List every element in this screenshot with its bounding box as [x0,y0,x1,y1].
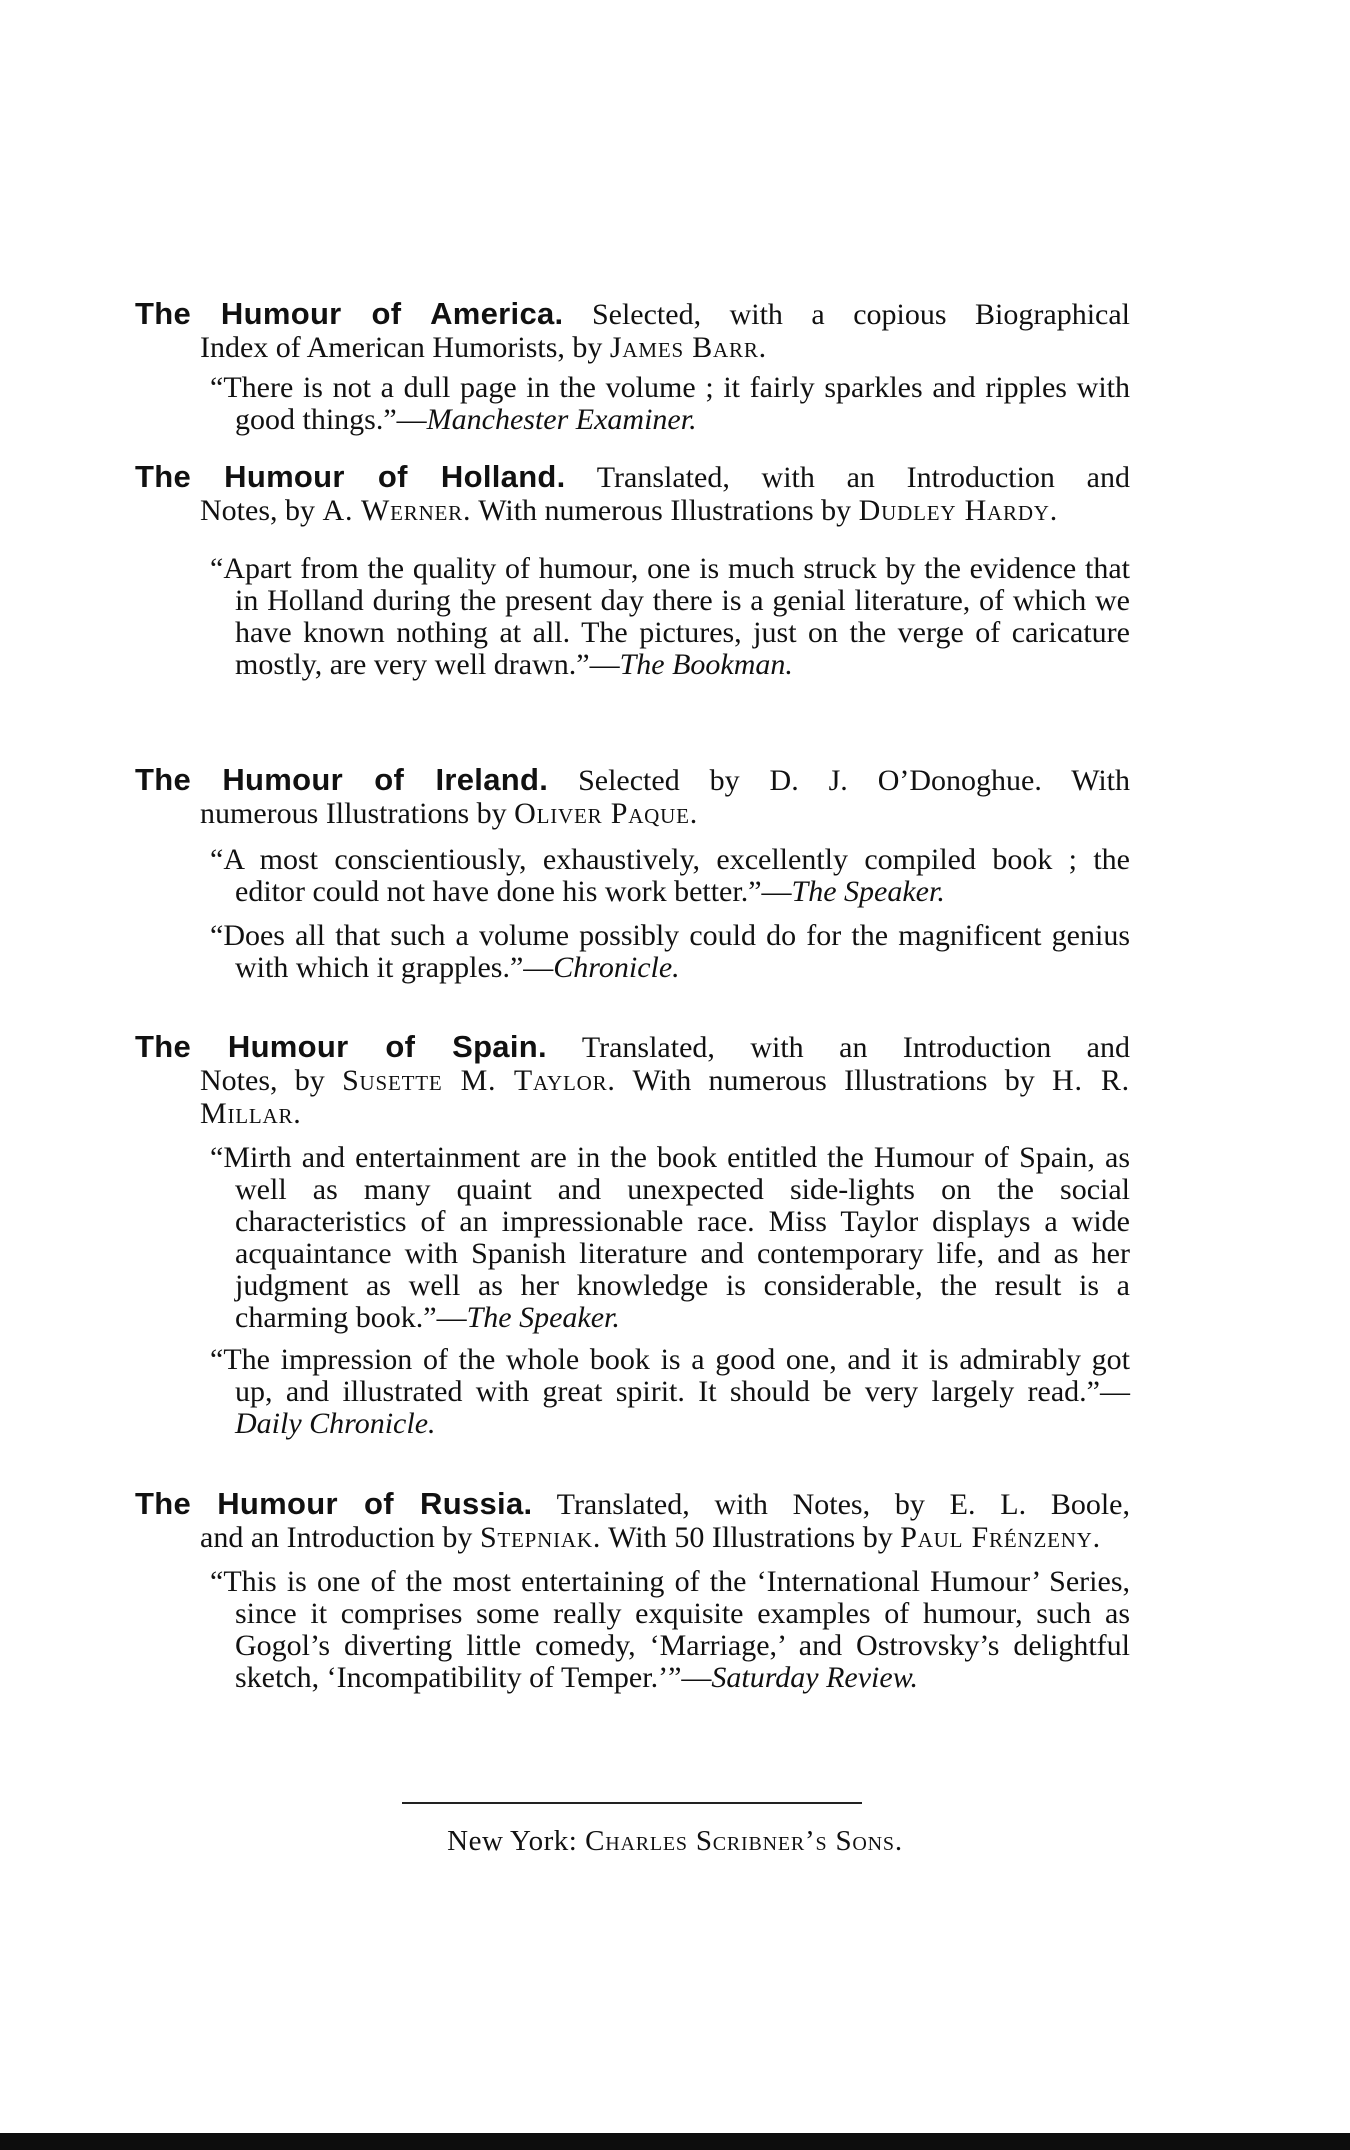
review-source: Manchester Examiner. [426,403,697,436]
book-credits: Notes, by Susette M. Taylor. With numerous Illustrations by H. R. Millar. [200,1064,1130,1130]
entry-holland [135,460,1130,681]
book-title: The Humour of Spain. [135,1029,547,1064]
review-quote: “The impression of the whole book is a good one, and it is admirably got up, and illustrated with great spirit. It should be very largely read.”—Daily Chronicle. [210,1343,1130,1440]
review-source: Chronicle. [553,951,680,984]
author-name: Susette M. Taylor. [342,1064,616,1097]
imprint-place: New York: [447,1825,586,1857]
review-quote: “A most conscientiously, exhaustively, excellently compiled book ; the editor could not have done his work better.”—The Speaker. [210,843,1130,908]
imprint-publisher: Charles Scribner’s Sons. [585,1825,903,1857]
illustrator-name: H. R. Millar. [200,1064,1130,1130]
book-title: The Humour of Holland. [135,459,566,494]
book-credits: and an Introduction by Stepniak. With 50 Illustrations by Paul Frénzeny. [200,1521,1101,1554]
review-quote: “This is one of the most entertaining of the ‘International Humour’ Series, since it comprises some really exquisite examples of humour, such as Gogol’s diverting little comedy, ‘Marriage,’ and Ostrovsky’s delightful sketch, ‘Incompatibility of Temper.’”—Saturday Review. [210,1565,1130,1694]
entry-heading [135,1030,1130,1064]
book-description: Selected by D. J. O’Donoghue. With [578,764,1131,797]
entry-heading [135,1487,1130,1521]
review-source: The Speaker. [791,875,945,908]
entry-heading [135,297,1130,331]
illustrator-name: Dudley Hardy. [858,494,1059,527]
publisher-imprint [0,1825,1350,1858]
author-name: Stepniak. [479,1521,602,1554]
book-title: The Humour of Russia. [135,1486,533,1521]
review-source: The Bookman. [619,648,793,681]
entry-spain [135,1030,1130,1440]
entry-heading [135,460,1130,494]
book-description: Translated, with an Introduction and [596,461,1130,494]
book-title: The Humour of America. [135,296,564,331]
review-quote: “Mirth and entertainment are in the book entitled the Humour of Spain, as well as many quaint and unexpected side-lights on the social characteristics of an impressionable race. Miss Taylor displays a wide acquaintance with Spanish literature and contemporary life, and as her judgment as well as her knowledge is considerable, the result is a charming book.”—The Speaker. [210,1141,1130,1334]
review-source: Daily Chronicle. [235,1407,436,1440]
entry-heading [135,763,1130,797]
entry-russia [135,1487,1130,1694]
book-title: The Humour of Ireland. [135,762,549,797]
review-source: Saturday Review. [711,1661,918,1694]
review-quote: “There is not a dull page in the volume ; it fairly sparkles and ripples with good things.”—Manchester Examiner. [210,371,1130,436]
book-credits: numerous Illustrations by Oliver Paque. [200,797,699,830]
author-name: Oliver Paque. [514,797,699,830]
book-description: Selected, with a copious Biographical [591,298,1130,331]
review-quote: “Does all that such a volume possibly could do for the magnificent genius with which it grapples.”—Chronicle. [210,919,1130,984]
author-name: James Barr. [609,331,767,364]
illustrator-name: Paul Frénzeny. [900,1521,1101,1554]
entry-ireland [135,763,1130,984]
scan-edge-band [0,2133,1350,2150]
entry-america [135,297,1130,436]
book-credits: Index of American Humorists, by James Barr. [200,331,767,364]
book-description: Translated, with an Introduction and [581,1031,1130,1064]
review-quote: “Apart from the quality of humour, one is much struck by the evidence that in Holland during the present day there is a genial literature, of which we have known nothing at all. The pictures, just on the verge of caricature mostly, are very well drawn.”—The Bookman. [210,552,1130,681]
review-source: The Speaker. [466,1301,620,1334]
separator-rule [402,1802,862,1804]
author-name: A. Werner. [322,494,472,527]
book-credits: Notes, by A. Werner. With numerous Illustrations by Dudley Hardy. [200,494,1059,527]
book-description: Translated, with Notes, by E. L. Boole, [556,1488,1130,1521]
